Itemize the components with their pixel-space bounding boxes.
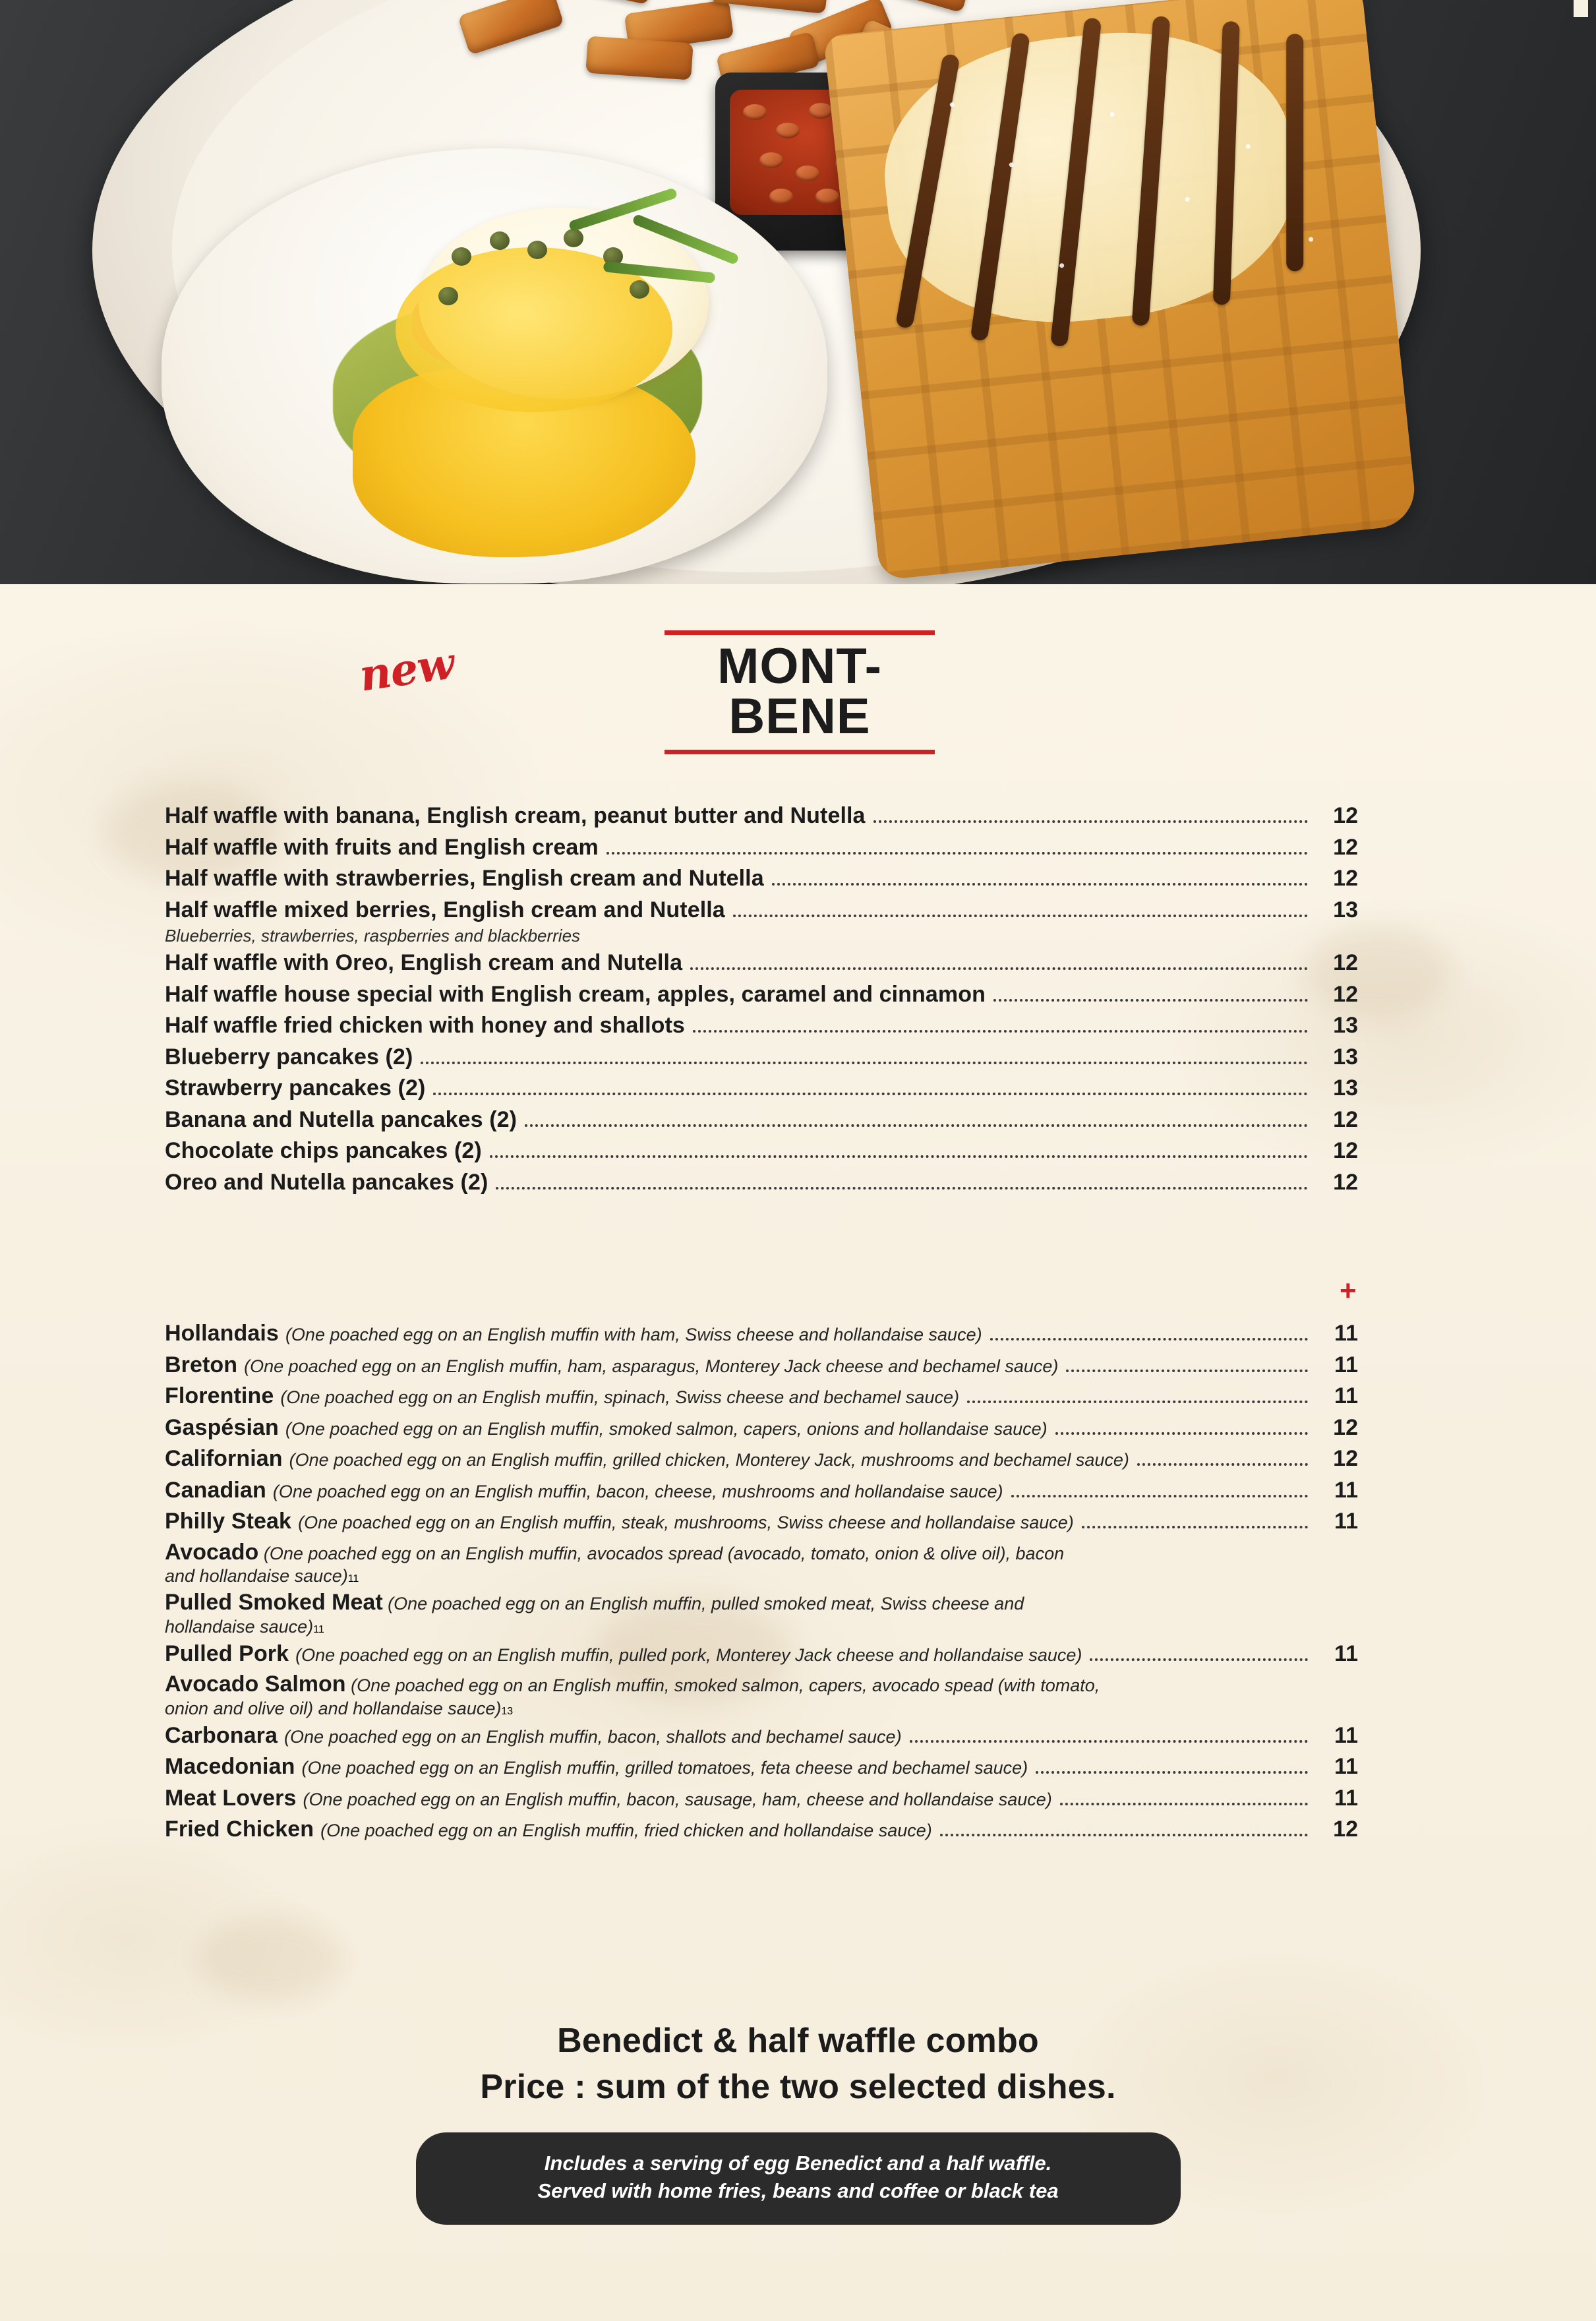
dot-leader [1060, 1802, 1308, 1805]
item-price: 13 [501, 1705, 514, 1717]
combo-note-line-1: Includes a serving of egg Benedict and a half waffle. [544, 2152, 1052, 2175]
item-price: 13 [1333, 1075, 1358, 1101]
menu-item[interactable] [165, 1753, 1358, 1782]
menu-item[interactable] [165, 1640, 1358, 1669]
item-description: (One poached egg on an English muffin, spinach, Swiss cheese and bechamel sauce) [280, 1387, 959, 1408]
dot-leader [496, 1186, 1308, 1190]
combo-footer [0, 2018, 1596, 2225]
item-price: 12 [1333, 1138, 1358, 1164]
menu-item[interactable] [165, 1043, 1358, 1072]
page-corner-notch [1574, 0, 1588, 17]
item-price: 12 [1333, 1446, 1358, 1472]
plus-divider: + [1340, 1275, 1357, 1307]
dot-leader [967, 1400, 1308, 1403]
menu-item[interactable] [165, 1445, 1358, 1474]
item-line-2 [165, 1566, 1358, 1586]
combo-note-line-2: Served with home fries, beans and coffee or black tea [537, 2179, 1059, 2203]
dot-leader [993, 998, 1308, 1002]
item-name: Half waffle with strawberries, English cream and Nutella [165, 866, 764, 891]
item-price: 12 [1333, 981, 1358, 1007]
dot-leader [733, 914, 1308, 917]
item-price: 12 [1333, 803, 1358, 828]
menu-item[interactable] [165, 1784, 1358, 1813]
menu-item[interactable] [165, 1011, 1358, 1040]
item-name: Breton [165, 1352, 238, 1377]
eggs-benedict [234, 168, 755, 537]
item-name: Hollandais [165, 1321, 279, 1346]
benedict-bowl [162, 148, 827, 584]
item-description: (One poached egg on an English muffin, grilled tomatoes, feta cheese and bechamel sauce) [301, 1758, 1028, 1778]
item-name: Meat Lovers [165, 1785, 297, 1811]
title-rule-bottom [665, 750, 935, 754]
menu-item[interactable] [165, 864, 1358, 893]
item-name: Philly Steak [165, 1509, 292, 1534]
benedict-menu-list [165, 1319, 1358, 1847]
section-header [0, 624, 1596, 744]
item-price: 12 [1333, 950, 1358, 976]
menu-item[interactable] [165, 949, 1358, 978]
menu-item[interactable] [165, 1815, 1358, 1844]
item-price: 12 [1333, 834, 1358, 860]
dot-leader [873, 820, 1308, 823]
menu-item[interactable] [165, 833, 1358, 862]
item-price: 12 [1333, 866, 1358, 891]
item-description: (One poached egg on an English muffin, avocados spread (avocado, tomato, onion & olive oil), bacon [263, 1543, 1065, 1563]
item-price: 11 [1334, 1477, 1358, 1503]
dot-leader [525, 1124, 1308, 1127]
item-name: Californian [165, 1446, 283, 1472]
title-block [665, 630, 935, 754]
page-title: MONT-BENE [717, 638, 882, 744]
item-price: 11 [347, 1573, 359, 1585]
item-price: 11 [1334, 1785, 1358, 1811]
dot-leader [606, 851, 1308, 855]
item-name: Oreo and Nutella pancakes (2) [165, 1169, 488, 1195]
menu-item[interactable] [165, 1414, 1358, 1443]
item-name: Macedonian [165, 1754, 295, 1780]
dot-leader [421, 1061, 1308, 1064]
item-description: (One poached egg on an English muffin, bacon, sausage, ham, cheese and hollandaise sauce) [303, 1789, 1052, 1809]
item-name: Strawberry pancakes (2) [165, 1075, 426, 1101]
dot-leader [990, 1337, 1308, 1341]
item-description-cont: onion and olive oil) and hollandaise sauce) [165, 1698, 502, 1718]
item-description-cont: hollandaise sauce) [165, 1616, 314, 1637]
menu-body [0, 584, 1596, 2321]
item-description: (One poached egg on an English muffin, bacon, cheese, mushrooms and hollandaise sauce) [272, 1481, 1003, 1501]
item-description: (One poached egg on an English muffin, pulled pork, Monterey Jack cheese and hollandaise sauce) [295, 1644, 1082, 1665]
item-name: Fried Chicken [165, 1817, 314, 1842]
item-name: Blueberry pancakes (2) [165, 1044, 413, 1070]
menu-item[interactable] [165, 1722, 1358, 1751]
menu-item[interactable] [165, 980, 1358, 1010]
item-name: Half waffle house special with English cream, apples, caramel and cinnamon [165, 981, 986, 1007]
menu-item[interactable] [165, 896, 1358, 925]
menu-item[interactable] [165, 1382, 1358, 1411]
item-name: Pulled Pork [165, 1641, 289, 1666]
item-description: (One poached egg on an English muffin, ham, asparagus, Monterey Jack cheese and bechamel sauce) [244, 1356, 1059, 1376]
menu-item[interactable] [165, 1106, 1358, 1135]
item-price: 12 [1333, 1817, 1358, 1842]
new-badge: new [356, 637, 458, 702]
menu-item[interactable] [165, 1137, 1358, 1166]
dot-leader [690, 967, 1308, 970]
item-price: 13 [1333, 1013, 1358, 1039]
menu-item[interactable] [165, 1476, 1358, 1505]
combo-note-pill [416, 2132, 1181, 2225]
item-line-1 [165, 1671, 1358, 1698]
title-rule-top [665, 630, 935, 635]
item-description: (One poached egg on an English muffin, grilled chicken, Monterey Jack, mushrooms and bechamel sauce) [289, 1450, 1129, 1470]
dot-leader [433, 1092, 1308, 1095]
dot-leader [1055, 1432, 1308, 1435]
item-price: 11 [1334, 1383, 1358, 1409]
item-price: 11 [1334, 1641, 1358, 1666]
item-description-cont: and hollandaise sauce) [165, 1566, 348, 1586]
dot-leader [772, 882, 1308, 886]
dot-leader [490, 1155, 1308, 1158]
combo-title: Benedict & half waffle combo [557, 2022, 1039, 2060]
dot-leader [940, 1833, 1308, 1836]
item-name: Avocado [165, 1539, 259, 1565]
item-price: 11 [313, 1623, 324, 1635]
item-description: (One poached egg on an English muffin, fried chicken and hollandaise sauce) [320, 1821, 932, 1841]
menu-item[interactable] [165, 1074, 1358, 1103]
item-line-1 [165, 1589, 1358, 1616]
combo-price-rule: Price : sum of the two selected dishes. [480, 2067, 1116, 2106]
item-name: Canadian [165, 1477, 266, 1503]
menu-item[interactable] [165, 1168, 1358, 1197]
item-price: 12 [1333, 1106, 1358, 1132]
item-name: Gaspésian [165, 1414, 279, 1440]
item-name: Avocado Salmon [165, 1672, 346, 1697]
item-line-2 [165, 1699, 1358, 1719]
item-name: Half waffle mixed berries, English cream and Nutella [165, 897, 725, 922]
item-price: 11 [1334, 1722, 1358, 1748]
item-description: (One poached egg on an English muffin with ham, Swiss cheese and hollandaise sauce) [285, 1325, 982, 1344]
item-price: 12 [1333, 1414, 1358, 1440]
half-waffle [823, 0, 1418, 581]
menu-item[interactable] [165, 1319, 1358, 1348]
dot-leader [1082, 1525, 1308, 1528]
waffle-menu-list [165, 802, 1358, 1199]
item-name: Carbonara [165, 1722, 278, 1748]
item-name: Banana and Nutella pancakes (2) [165, 1106, 517, 1132]
item-price: 13 [1333, 897, 1358, 922]
item-line-1 [165, 1539, 1358, 1566]
item-price: 11 [1334, 1754, 1358, 1780]
item-name: Half waffle fried chicken with honey and shallots [165, 1013, 685, 1039]
dot-leader [1011, 1494, 1308, 1497]
item-price: 12 [1333, 1169, 1358, 1195]
item-name: Florentine [165, 1383, 274, 1409]
dot-leader [1066, 1369, 1308, 1372]
menu-item[interactable] [165, 802, 1358, 831]
menu-item[interactable] [165, 1671, 1358, 1718]
dot-leader [693, 1029, 1308, 1033]
item-name: Half waffle with banana, English cream, peanut butter and Nutella [165, 803, 866, 828]
item-price: 13 [1333, 1044, 1358, 1070]
dot-leader [1036, 1770, 1308, 1774]
menu-item[interactable] [165, 1589, 1358, 1637]
item-name: Pulled Smoked Meat [165, 1590, 383, 1615]
dot-leader [1090, 1658, 1308, 1661]
dot-leader [910, 1739, 1308, 1743]
dot-leader [1137, 1462, 1308, 1466]
menu-item[interactable] [165, 1539, 1358, 1586]
item-description: (One poached egg on an English muffin, pulled smoked meat, Swiss cheese and [388, 1594, 1024, 1614]
item-name: Chocolate chips pancakes (2) [165, 1138, 482, 1164]
item-name: Half waffle with fruits and English cream [165, 834, 599, 860]
item-price: 11 [1334, 1321, 1358, 1346]
item-price: 11 [1334, 1509, 1358, 1534]
item-description: (One poached egg on an English muffin, steak, mushrooms, Swiss cheese and hollandaise sauce) [298, 1513, 1074, 1533]
item-description: (One poached egg on an English muffin, smoked salmon, capers, onions and hollandaise sauce) [285, 1418, 1048, 1439]
item-description: (One poached egg on an English muffin, bacon, shallots and bechamel sauce) [283, 1726, 902, 1747]
item-price: 11 [1334, 1352, 1358, 1377]
menu-item[interactable] [165, 1507, 1358, 1536]
hero-food-photo [0, 0, 1596, 584]
item-name: Half waffle with Oreo, English cream and Nutella [165, 950, 683, 976]
item-line-2 [165, 1617, 1358, 1637]
item-description: (One poached egg on an English muffin, smoked salmon, capers, avocado spead (with tomato, [351, 1675, 1100, 1696]
item-note: Blueberries, strawberries, raspberries and blackberries [165, 926, 581, 946]
menu-item[interactable] [165, 1351, 1358, 1380]
